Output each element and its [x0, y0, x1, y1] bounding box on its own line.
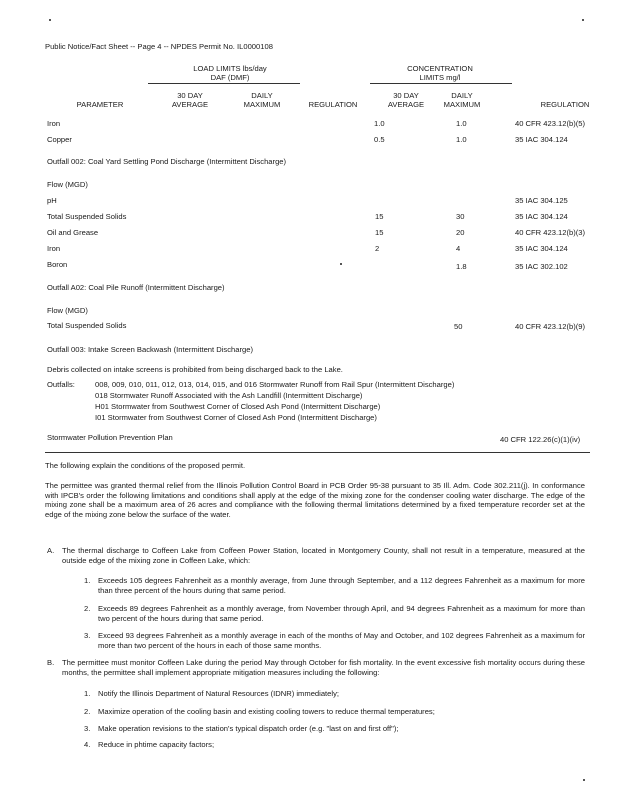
swppp-label: Stormwater Pollution Prevention Plan: [47, 433, 173, 442]
param-002-iron: Iron: [47, 244, 61, 253]
reg-002-oil: 40 CFR 423.12(b)(3): [515, 228, 586, 237]
item-b-2-num: 2.: [84, 707, 91, 716]
param-iron: Iron: [47, 119, 61, 128]
item-a-2-num: 2.: [84, 604, 91, 613]
outfalls-line: H01 Stormwater from Southwest Corner of Closed Ash Pond (Intermittent Discharge): [95, 402, 381, 411]
item-a-letter: A.: [47, 546, 55, 555]
reg-002-iron: 35 IAC 304.124: [515, 244, 568, 253]
daf-header: DAF (DMF): [210, 73, 250, 82]
param-002-boron: Boron: [47, 260, 68, 269]
item-b-4-text: Reduce in phtime capacity factors;: [98, 740, 215, 749]
param-002-tss: Total Suspended Solids: [47, 212, 127, 221]
outfall-003-title: Outfall 003: Intake Screen Backwash (Intermittent Discharge): [47, 345, 253, 354]
outfalls-label: Outfalls:: [47, 380, 75, 389]
item-b-4-num: 4.: [84, 740, 91, 749]
swppp-regulation: 40 CFR 122.26(c)(1)(iv): [500, 435, 581, 444]
item-b-1-num: 1.: [84, 689, 91, 698]
item-b-letter: B.: [47, 658, 55, 667]
value-002-boron-max: 1.8: [456, 262, 467, 271]
scan-speck: [583, 779, 585, 781]
value-002-tss-max: 30: [456, 212, 465, 221]
load-max-header: DAILY MAXIMUM: [243, 91, 281, 110]
load-regulation-header: REGULATION: [308, 100, 358, 109]
outfalls-line: 008, 009, 010, 011, 012, 013, 014, 015, and 016 Stormwater Runoff from Rail Spur (Intermittent Discharge): [95, 380, 455, 389]
item-b-2-text: Maximize operation of the cooling basin and existing cooling towers to reduce thermal temperatures;: [98, 707, 435, 716]
param-a02-flow: Flow (MGD): [47, 306, 88, 315]
param-a02-tss: Total Suspended Solids: [47, 321, 127, 330]
conc-regulation-header: REGULATION: [540, 100, 590, 109]
reg-002-ph: 35 IAC 304.125: [515, 196, 568, 205]
load-limits-rule: [148, 83, 300, 84]
value-002-oil-avg: 15: [375, 228, 384, 237]
page-header: Public Notice/Fact Sheet -- Page 4 -- NPDES Permit No. IL0000108: [45, 42, 273, 51]
concentration-rule: [370, 83, 512, 84]
limits-mg-header: LIMITS mg/l: [419, 73, 461, 82]
section-divider: [45, 452, 590, 453]
item-a-text: The thermal discharge to Coffeen Lake from Coffeen Power Station, located in Montgomery County, shall not result in a temperature, measured at the outside edge of the mixing zone in Coffeen Lake, which:: [62, 546, 585, 565]
value-a02-tss-max: 50: [454, 322, 463, 331]
outfalls-line: I01 Stormwater from Southwest Corner of Closed Ash Pond (Intermittent Discharge): [95, 413, 377, 422]
item-b-3-num: 3.: [84, 724, 91, 733]
value-002-tss-avg: 15: [375, 212, 384, 221]
item-b-1-text: Notify the Illinois Department of Natural Resources (IDNR) immediately;: [98, 689, 339, 698]
reg-a02-tss: 40 CFR 423.12(b)(9): [515, 322, 586, 331]
conc-avg-header: 30 DAY AVERAGE: [387, 91, 425, 110]
item-a-1-text: Exceeds 105 degrees Fahrenheit as a monthly average, from June through September, and a 112 degrees Fahrenheit as a maximum for more than three percent of the hours during that same period.: [98, 576, 585, 595]
value-copper-max: 1.0: [456, 135, 467, 144]
outfall-002-title: Outfall 002: Coal Yard Settling Pond Discharge (Intermittent Discharge): [47, 157, 287, 166]
value-iron-max: 1.0: [456, 119, 467, 128]
item-a-2-text: Exceeds 89 degrees Fahrenheit as a monthly average, from November through April, and 94 degrees Fahrenheit as a maximum for more than two percent of the hours during that same period.: [98, 604, 585, 623]
item-a-3-text: Exceed 93 degrees Fahrenheit as a monthly average in each of the months of May and October, and 102 degrees Fahrenheit as a maximum for more than two percent of the hours in each of those same months.: [98, 631, 585, 650]
debris-note: Debris collected on intake screens is prohibited from being discharged back to the Lake.: [47, 365, 343, 374]
scan-speck: [582, 19, 584, 21]
value-002-oil-max: 20: [456, 228, 465, 237]
scan-speck: [340, 263, 342, 265]
load-avg-header: 30 DAY AVERAGE: [171, 91, 209, 110]
param-002-flow: Flow (MGD): [47, 180, 88, 189]
parameter-header: PARAMETER: [76, 100, 124, 109]
param-002-ph: pH: [47, 196, 57, 205]
item-a-1-num: 1.: [84, 576, 91, 585]
reg-002-tss: 35 IAC 304.124: [515, 212, 568, 221]
param-copper: Copper: [47, 135, 72, 144]
value-002-iron-max: 4: [456, 244, 461, 253]
conc-max-header: DAILY MAXIMUM: [443, 91, 481, 110]
value-iron-avg: 1.0: [374, 119, 385, 128]
concentration-header: CONCENTRATION: [407, 64, 473, 73]
item-b-3-text: Make operation revisions to the station's typical dispatch order (e.g. "last on and first off");: [98, 724, 399, 733]
item-b-text: The permittee must monitor Coffeen Lake during the period May through October for fish mortality. In the event excessive fish mortality occurs during these months, the permittee shall implement appropriate mitigation measures including the following:: [62, 658, 585, 677]
explain-intro: The following explain the conditions of the proposed permit.: [45, 461, 246, 470]
value-copper-avg: 0.5: [374, 135, 385, 144]
reg-002-boron: 35 IAC 302.102: [515, 262, 568, 271]
param-002-oil: Oil and Grease: [47, 228, 99, 237]
outfall-a02-title: Outfall A02: Coal Pile Runoff (Intermittent Discharge): [47, 283, 225, 292]
load-limits-header: LOAD LIMITS lbs/day: [193, 64, 267, 73]
scan-speck: [49, 19, 51, 21]
item-a-3-num: 3.: [84, 631, 91, 640]
reg-copper: 35 IAC 304.124: [515, 135, 568, 144]
value-002-iron-avg: 2: [375, 244, 380, 253]
reg-iron: 40 CFR 423.12(b)(5): [515, 119, 586, 128]
outfalls-line: 018 Stormwater Runoff Associated with the Ash Landfill (Intermittent Discharge): [95, 391, 363, 400]
thermal-relief-paragraph: The permittee was granted thermal relief from the Illinois Pollution Control Board in PCB Order 95-38 pursuant to 35 Ill. Adm. Code 302.211(j). In conformance with IPCB's order the following limitations and conditions shall apply at the edge of the mixing zone for the condenser cooling water discharge. The edge of the mixing zone shall be a maximum area of 26 acres and compliance with the following thermal limitations determined by a fixed temperature recorder set at the edge of the mixing zone below the surface of the water.: [45, 481, 585, 519]
